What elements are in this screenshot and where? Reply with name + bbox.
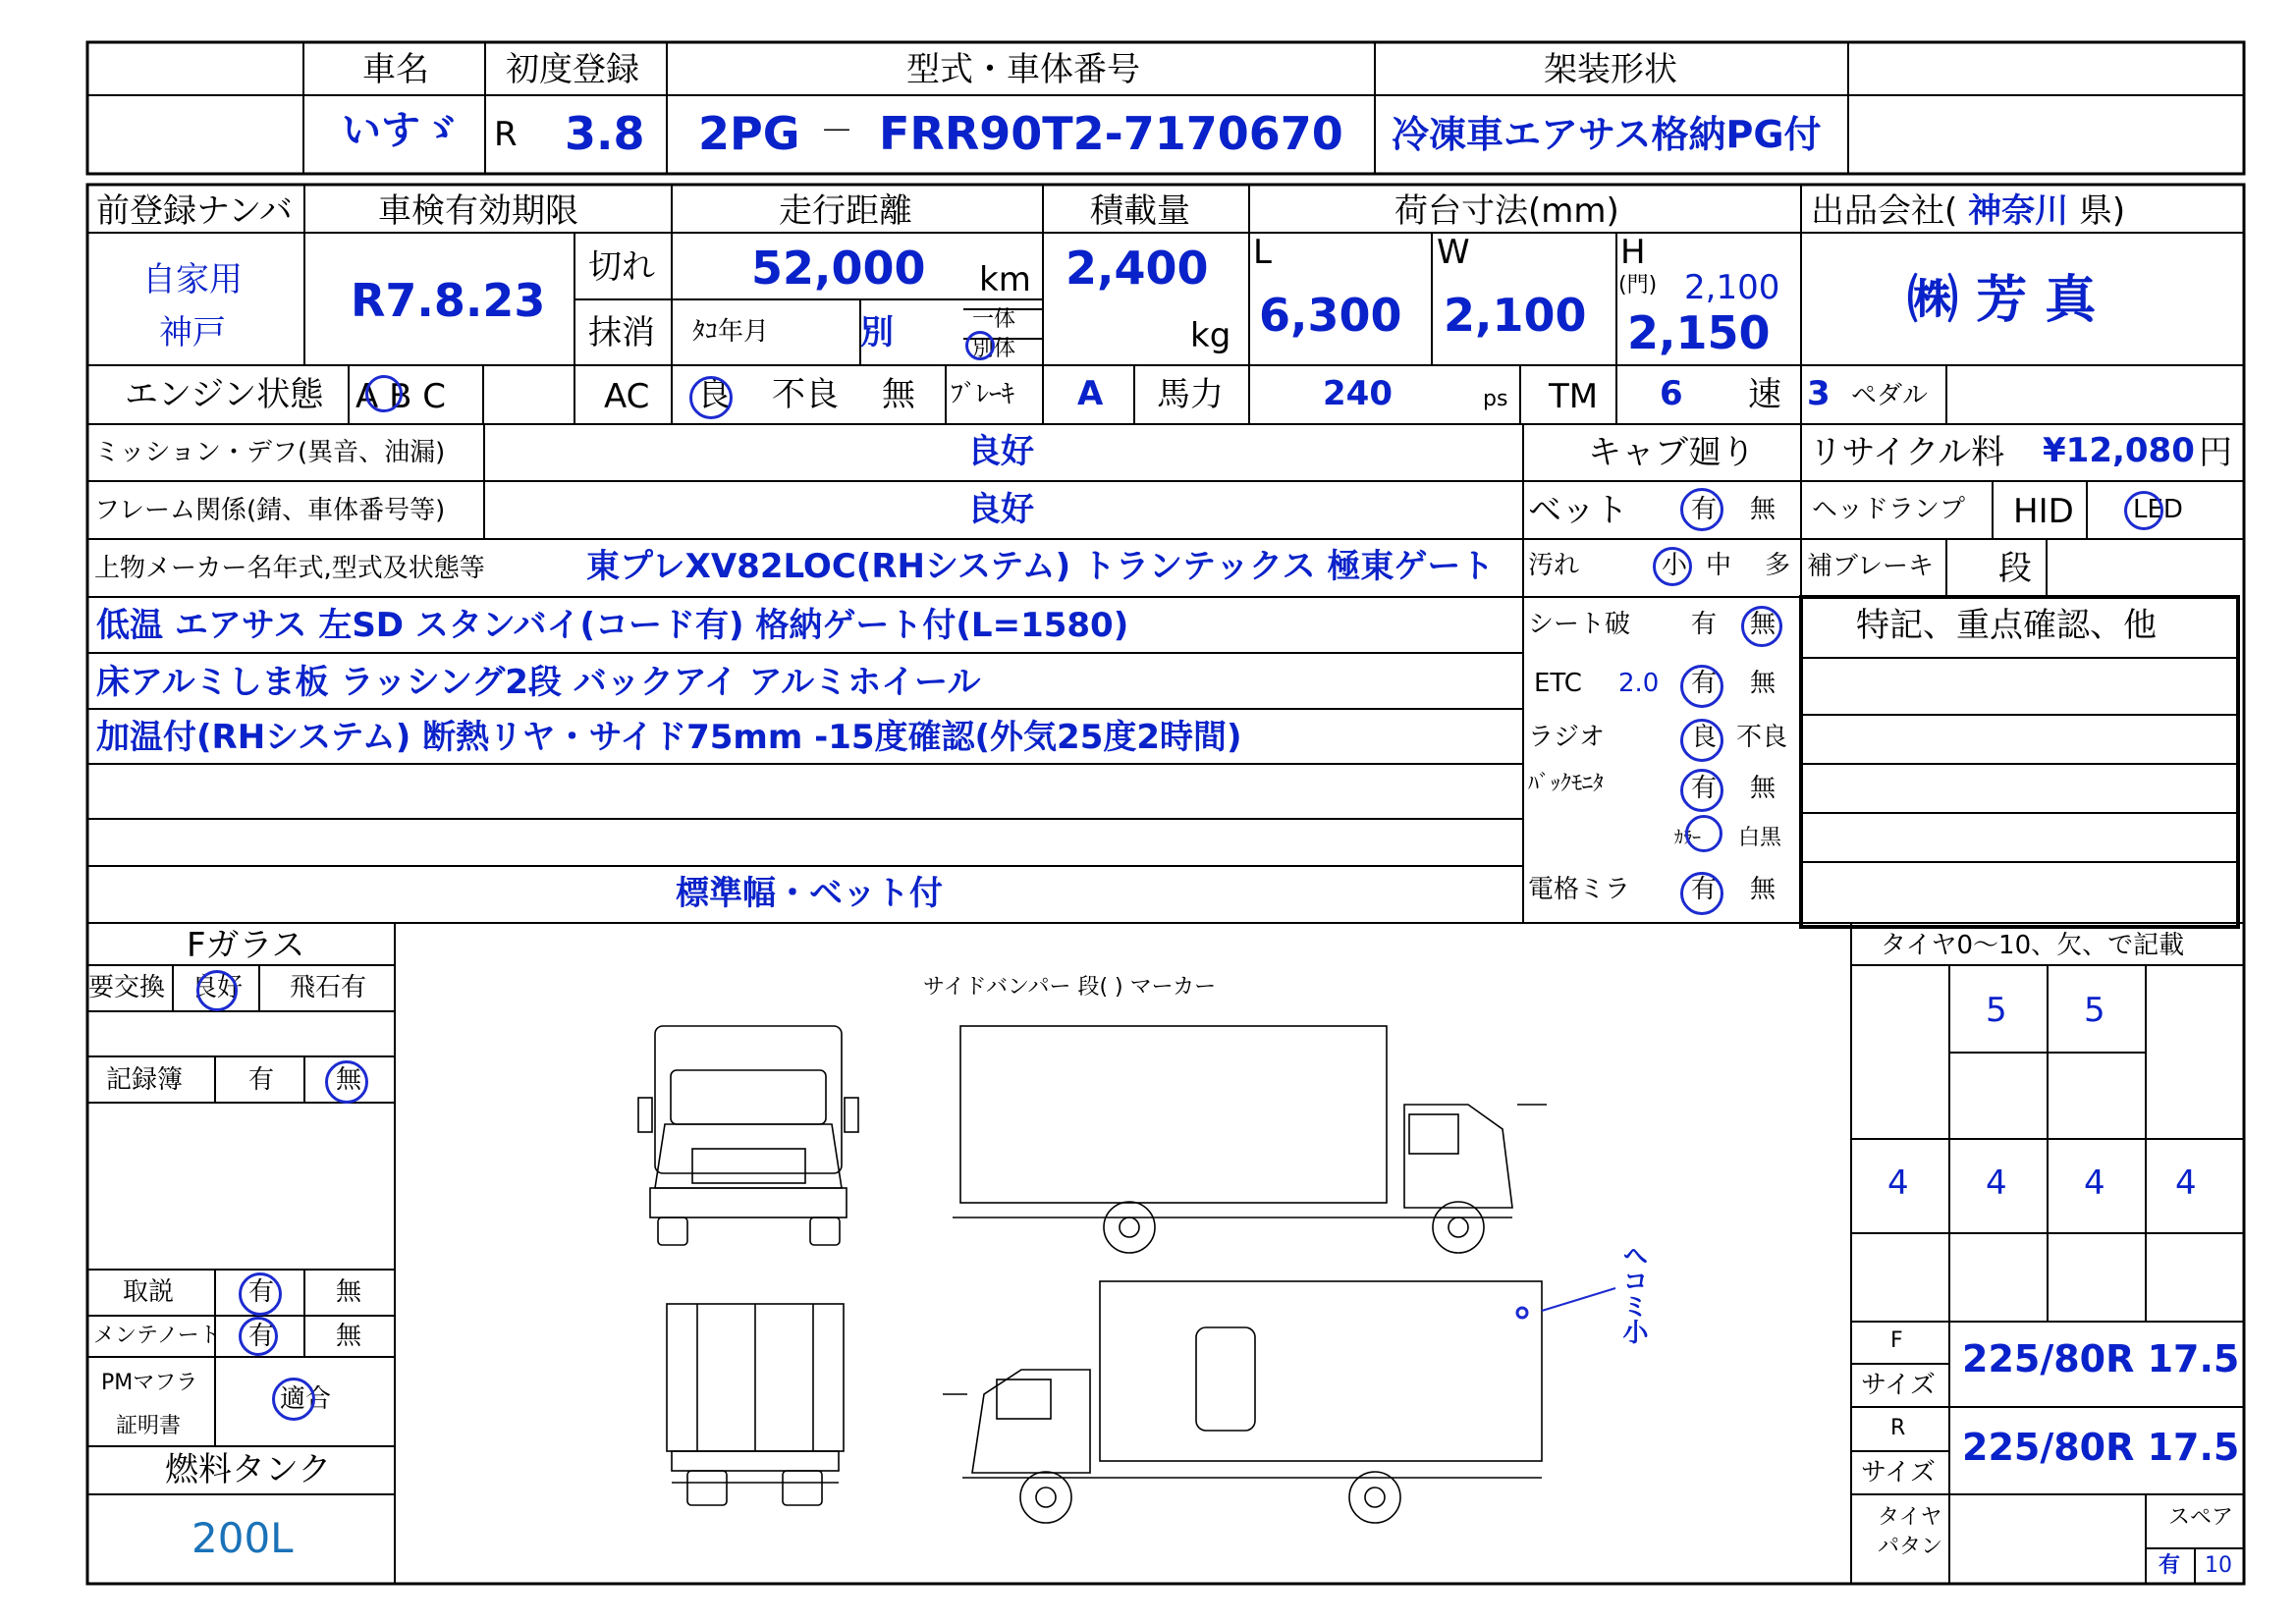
bettai-label: 別体 (972, 337, 1016, 361)
tm-header: TM (1549, 377, 1599, 416)
seat-no: 無 (1750, 610, 1777, 639)
fglass-chip: 飛石有 (290, 973, 367, 1002)
width-label: W (1437, 233, 1470, 272)
etc-yes-mark (1680, 665, 1723, 708)
led-label: LED (2133, 495, 2183, 524)
record-label: 記録簿 (106, 1065, 184, 1095)
manual-no: 無 (336, 1277, 362, 1307)
height-value: 2,150 (1627, 306, 1771, 359)
record-yes: 有 (248, 1065, 275, 1095)
ac-bad: 不良 (772, 375, 839, 414)
radio-label: ラジオ (1528, 723, 1606, 752)
tire-rear-1: 4 (1887, 1163, 1909, 1203)
model-header: 型式・車体番号 (906, 50, 1140, 89)
length-value: 6,300 (1259, 289, 1402, 342)
backmonitor-label: ﾊﾞｯｸﾓﾆﾀ (1528, 772, 1605, 796)
hp-value: 240 (1323, 374, 1393, 413)
radio-good: 良 (1691, 723, 1718, 752)
pm-label1: PMマフラ (101, 1371, 198, 1395)
engine-header: エンジン状態 (125, 375, 324, 414)
bed-yes-mark (1680, 488, 1723, 531)
first-reg-header: 初度登録 (506, 50, 639, 89)
km-unit: km (979, 260, 1031, 299)
engine-grades: A B C (355, 377, 446, 416)
bed-label: ベット (1528, 491, 1628, 530)
ittai-label: 一体 (972, 307, 1016, 332)
seat-label: シート破 (1528, 610, 1631, 639)
stain-small: 小 (1662, 551, 1688, 580)
model-prefix: 2PG (698, 107, 800, 160)
tire-rear-3: 4 (2084, 1163, 2105, 1203)
stain-small-mark (1653, 547, 1692, 586)
ac-none: 無 (882, 375, 915, 414)
mirror-yes-mark (1680, 872, 1723, 915)
bumper-label: サイドバンパー 段( ) マーカー (923, 975, 1217, 1000)
led-mark (2124, 491, 2163, 530)
cancelled-label: 抹消 (588, 313, 655, 352)
tire-rear-2: 4 (1986, 1163, 2007, 1203)
inspection-date: R7.8.23 (351, 274, 546, 327)
fuel-value: 200L (191, 1514, 294, 1562)
stain-mid: 中 (1706, 551, 1732, 580)
dims-header: 荷台寸法(mm) (1394, 191, 1619, 231)
record-no: 無 (336, 1065, 362, 1095)
recycle-yen: 円 (2199, 433, 2232, 472)
color-label: ｶﾗｰ (1674, 828, 1701, 848)
ac-good: 良 (697, 375, 731, 414)
special-title: 特記、重点確認、他 (1856, 606, 2157, 645)
model-dash: － (820, 112, 853, 151)
etc-no: 無 (1750, 669, 1777, 698)
tire-f-label: F (1890, 1328, 1903, 1353)
etc-yes: 有 (1691, 669, 1718, 698)
tire-rear-4: 4 (2175, 1163, 2197, 1203)
recycle-value: ¥12,080 (2043, 431, 2195, 470)
load-header: 積載量 (1090, 191, 1190, 231)
fglass-good: 良好 (191, 973, 244, 1002)
width-value: 2,100 (1444, 289, 1587, 342)
plate-use: 自家用 (142, 260, 243, 299)
maker: いすゞ (342, 108, 460, 153)
remarks-line0: 東プレXV82LOC(RHシステム) トランテックス 極東ゲート (586, 547, 1495, 586)
mirror-no: 無 (1750, 875, 1777, 904)
pedal-value: 3 (1807, 374, 1831, 413)
frame-value: 良好 (967, 490, 1034, 529)
bw-label: 白黒 (1738, 826, 1782, 850)
manual-label: 取説 (123, 1277, 175, 1307)
load-value: 2,400 (1066, 242, 1209, 295)
plate-region: 神戸 (159, 313, 226, 352)
expired-label: 切れ (588, 247, 655, 287)
pattern-label2: パタン (1878, 1535, 1943, 1559)
radio-good-mark (1680, 719, 1723, 762)
prev-plate-header: 前登録ナンバ (96, 191, 293, 231)
tm-value: 6 (1660, 374, 1683, 413)
fglass-header: Fガラス (187, 926, 305, 965)
gate-height: 2,100 (1684, 268, 1780, 307)
mirror-yes: 有 (1691, 875, 1718, 904)
hid-label: HID (2013, 492, 2074, 531)
bed-yes: 有 (1691, 495, 1718, 524)
tire-r-size-label: サイズ (1861, 1458, 1936, 1488)
seller-name: ㈱ 芳 真 (1907, 271, 2097, 330)
tire-r-label: R (1890, 1416, 1906, 1440)
recycle-label: リサイクル料 (1809, 433, 2005, 472)
remarks-line1: 低温 エアサス 左SD スタンバイ(コード有) 格納ゲート付(L=1580) (96, 606, 1129, 645)
brake-value: A (1077, 374, 1104, 413)
remarks-line2: 床アルミしま板 ラッシング2段 バックアイ アルミホイール (96, 663, 981, 702)
etc-version: 2.0 (1618, 669, 1660, 698)
backmonitor-yes: 有 (1691, 774, 1718, 803)
tire-front-left: 5 (1986, 991, 2007, 1030)
inspection-header: 車検有効期限 (378, 191, 578, 231)
headlamp-label: ヘッドランプ (1812, 495, 1966, 524)
seat-yes: 有 (1691, 610, 1718, 639)
maint-label: メンテノート (93, 1324, 221, 1348)
body-type: 冷凍車エアサス格納PG付 (1392, 113, 1822, 156)
tire-f-size-label: サイズ (1861, 1371, 1936, 1400)
pm-ok-mark (272, 1378, 315, 1421)
backmonitor-yes-mark (1680, 769, 1723, 812)
gate-label: (門) (1618, 273, 1658, 298)
chassis-number: FRR90T2-7170670 (879, 107, 1343, 160)
tire-front-right: 5 (2084, 991, 2105, 1030)
spare-yes: 有 (2159, 1553, 2181, 1578)
etc-label: ETC (1534, 669, 1582, 698)
length-label: L (1253, 233, 1272, 272)
aux-brake-value: 段 (1998, 549, 2032, 588)
ps-unit: ps (1483, 387, 1508, 411)
cab-title: キャブ廻り (1588, 433, 1755, 472)
registration: 3.8 (565, 107, 645, 160)
backmonitor-no: 無 (1750, 774, 1777, 803)
remarks-line3: 加温付(RHシステム) 断熱リヤ・サイド75mm -15度確認(外気25度2時間) (96, 718, 1242, 757)
remarks-label: 上物メーカー名年式,型式及状態等 (94, 554, 485, 583)
seat-no-mark (1741, 606, 1782, 647)
mileage-value: 52,000 (751, 242, 926, 295)
bettai-mark (965, 331, 995, 360)
meter-year-label: ﾀｺ年月 (692, 317, 770, 347)
pattern-label1: タイヤ (1878, 1505, 1942, 1530)
fglass-replace: 要交換 (88, 973, 166, 1002)
stain-label: 汚れ (1528, 551, 1580, 580)
ac-header: AC (604, 377, 650, 416)
speed-label: 速 (1748, 375, 1781, 414)
body-header: 架装形状 (1544, 50, 1677, 89)
manual-yes-mark (239, 1272, 282, 1316)
frame-label: フレーム関係(錆、車体番号等) (94, 496, 446, 525)
mission-label: ミッション・デフ(異音、油漏) (94, 438, 446, 467)
hp-header: 馬力 (1157, 375, 1224, 414)
pedal-label: ペダル (1851, 381, 1929, 410)
maint-no: 無 (336, 1322, 362, 1351)
mirror-label: 電格ミラ (1528, 875, 1631, 904)
maint-yes-mark (239, 1317, 278, 1356)
spare-value: 10 (2205, 1553, 2232, 1578)
era: R (494, 115, 518, 154)
maint-yes: 有 (248, 1322, 275, 1351)
mission-value: 良好 (967, 432, 1034, 471)
tire-f-size: 225/80R 17.5 (1962, 1337, 2240, 1380)
pm-label2: 証明書 (116, 1414, 182, 1438)
mileage-header: 走行距離 (779, 191, 912, 231)
tire-title: タイヤ0～10、欠、で記載 (1881, 931, 2185, 960)
ac-good-mark (689, 376, 733, 419)
record-no-mark (325, 1060, 368, 1104)
pm-ok: 適合 (280, 1384, 332, 1414)
remarks-line6: 標準幅・ベット付 (676, 874, 943, 913)
height-label: H (1620, 233, 1646, 272)
bed-no: 無 (1750, 495, 1777, 524)
dent-label: へコミ小 (1618, 1242, 1648, 1344)
car-name-header: 車名 (362, 50, 429, 89)
engine-a-mark (365, 375, 403, 412)
meter-betsu: 別 (860, 313, 894, 352)
fuel-header: 燃料タンク (165, 1450, 332, 1489)
tire-r-size: 225/80R 17.5 (1962, 1426, 2240, 1469)
seller-header: 出品会社( 神奈川 県) (1811, 191, 2126, 231)
aux-brake-label: 補ブレーキ (1807, 552, 1934, 581)
truck-drawing (638, 1026, 1547, 1523)
radio-bad: 不良 (1736, 723, 1788, 752)
brake-header: ﾌﾞﾚｰｷ (951, 380, 1015, 409)
color-mark (1685, 815, 1722, 852)
fglass-good-mark (196, 970, 238, 1011)
spare-label: スペア (2168, 1505, 2234, 1530)
stain-many: 多 (1765, 551, 1791, 580)
manual-yes: 有 (248, 1277, 275, 1307)
kg-unit: kg (1190, 316, 1231, 355)
